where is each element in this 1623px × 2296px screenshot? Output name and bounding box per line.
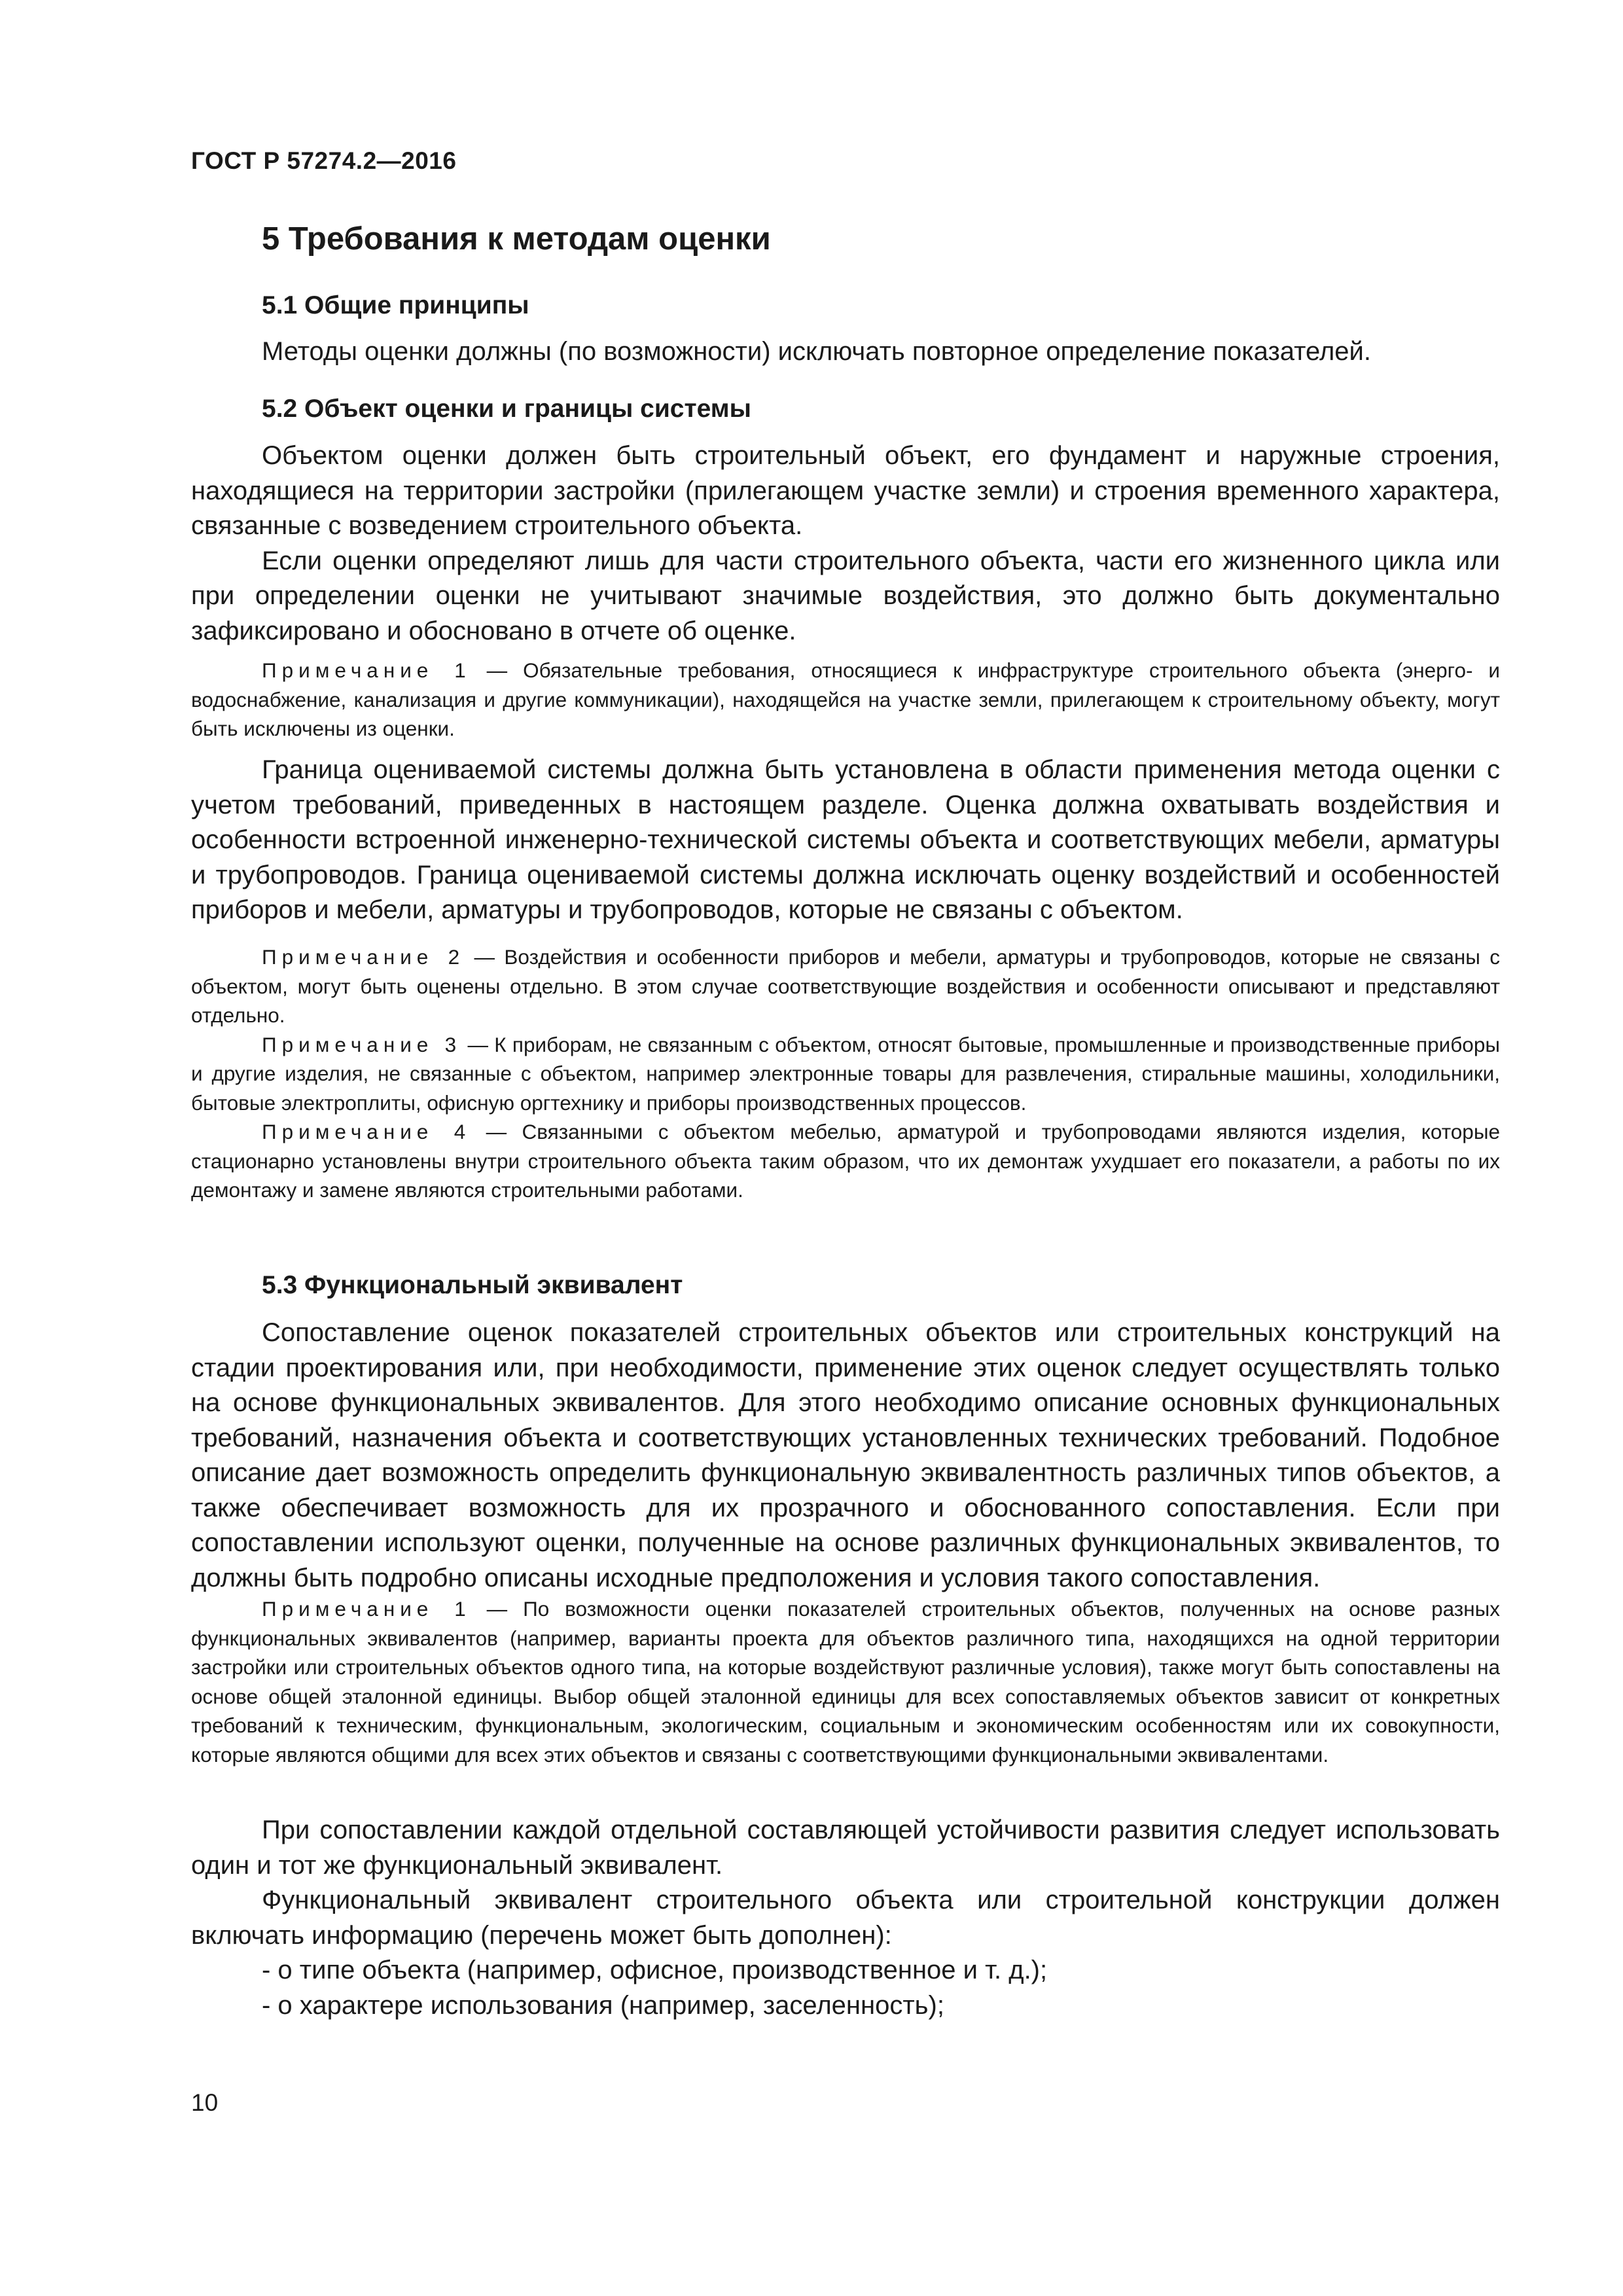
section-5-2-body-b — [191, 753, 1500, 928]
paragraph: Граница оцениваемой системы должна быть установлена в области применения метода оценки с учетом требований, приведенных в настоящем разделе. Оценка должна охватывать воздействия и особенности встроенной инженерно-технической системы объекта и соответствующих мебели, арматуры и трубопроводов. Граница оцениваемой системы должна исключать оценку воздействий и особенностей приборов и мебели, арматуры и трубопроводов, которые не связаны с объектом. — [191, 755, 1500, 924]
note-text: — Воздействия и особенности приборов и мебели, арматуры и трубопроводов, которые не связаны с объектом, могут быть оценены отдельно. В этом случае соответствующие воздействия и особенности описывают и представляют отдельно. — [191, 945, 1500, 1027]
note — [191, 942, 1500, 1030]
list-item: - о характере использования (например, заселенность); — [262, 1990, 944, 2020]
section-5-1-heading: 5.1 Общие принципы — [262, 291, 529, 319]
page-number: 10 — [191, 2089, 219, 2116]
note-label: Примечание 1 — [262, 1597, 471, 1621]
section-5-3-note-1 — [191, 1594, 1500, 1769]
paragraph: Функциональный эквивалент строительного объекта или строительной конструкции должен включать информацию (перечень может быть дополнен): — [191, 1886, 1500, 1950]
paragraph: При сопоставлении каждой отдельной составляющей устойчивости развития следует использовать один и тот же функциональный эквивалент. — [191, 1816, 1500, 1880]
note — [191, 1030, 1500, 1118]
note-text: — К приборам, не связанным с объектом, относят бытовые, промышленные и производственные приборы и другие изделия, не связанные с объектом, например электронные товары для развлечения, стиральные машины, холодильники, бытовые электроплиты, офисную оргтехнику и приборы производственных процессов. — [191, 1032, 1500, 1115]
note-text: — По возможности оценки показателей строительных объектов, полученных на основе разных функциональных эквивалентов (например, варианты проекта для объектов различного типа, находящихся на одной территории застройки или строительных объектов одного типа, на которые воздействуют различные условия), также могут быть сопоставлены на основе общей эталонной единицы. Выбор общей эталонной единицы для всех сопоставляемых объектов зависит от конкретных требований к техническим, функциональным, экологическим, социальным и экономическим особенностям или их совокупности, которые являются общими для всех этих объектов и связаны с соответствующими функциональными эквивалентами. — [191, 1597, 1500, 1767]
note-label: Примечание 4 — [262, 1120, 471, 1143]
paragraph: Если оценки определяют лишь для части строительного объекта, части его жизненного цикла или при определении оценки не учитывают значимые воздействия, это должно быть документально зафиксировано и обосновано в отчете об оценке. — [191, 546, 1500, 645]
section-5-2-body-a — [191, 439, 1500, 649]
note — [191, 656, 1500, 744]
note-text: — Связанными с объектом мебелью, арматурой и трубопроводами являются изделия, которые стационарно установлены внутри строительного объекта таким образом, что их демонтаж ухудшает его показатели, а работы по их демонтажу и замене являются строительными работами. — [191, 1120, 1500, 1202]
section-5-3-body-b — [191, 1813, 1500, 2023]
document-header: ГОСТ Р 57274.2—2016 — [191, 147, 457, 174]
note — [191, 1594, 1500, 1769]
list-item: - о типе объекта (например, офисное, производственное и т. д.); — [262, 1956, 1048, 1984]
section-5-title: 5 Требования к методам оценки — [262, 221, 771, 257]
note-text: — Обязательные требования, относящиеся к инфраструктуре строительного объекта (энерго- и водоснабжение, канализация и другие коммуникации), находящейся на участке земли, прилегающем к строительному объекту, могут быть исключены из оценки. — [191, 658, 1500, 740]
section-5-1-body — [191, 334, 1500, 370]
paragraph: Методы оценки должны (по возможности) исключать повторное определение показателей. — [262, 337, 1371, 366]
section-5-3-heading: 5.3 Функциональный эквивалент — [262, 1271, 683, 1299]
paragraph: Сопоставление оценок показателей строительных объектов или строительных конструкций на стадии проектирования или, при необходимости, применение этих оценок следует осуществлять только на основе функциональных эквивалентов. Для этого необходимо описание основных функциональных требований, назначения объекта и соответствующих установленных технических требований. Подобное описание дает возможность определить функциональную эквивалентность различных типов объектов, а также обеспечивает возможность для их прозрачного и обоснованного сопоставления. Если при сопоставлении используют оценки, полученные на основе различных функциональных эквивалентов, то должны быть подробно описаны исходные предположения и условия такого сопоставления. — [191, 1318, 1500, 1592]
section-5-2-heading: 5.2 Объект оценки и границы системы — [262, 395, 751, 423]
section-5-2-notes-2-4 — [191, 942, 1500, 1205]
note — [191, 1117, 1500, 1205]
note-label: Примечание 2 — [262, 945, 465, 969]
section-5-3-body-a — [191, 1316, 1500, 1596]
section-5-2-note-1 — [191, 656, 1500, 744]
paragraph: Объектом оценки должен быть строительный объект, его фундамент и наружные строения, находящиеся на территории застройки (прилегающем участке земли) и строения временного характера, связанные с возведением строительного объекта. — [191, 441, 1500, 540]
note-label: Примечание 1 — [262, 658, 471, 682]
note-label: Примечание 3 — [262, 1032, 462, 1056]
